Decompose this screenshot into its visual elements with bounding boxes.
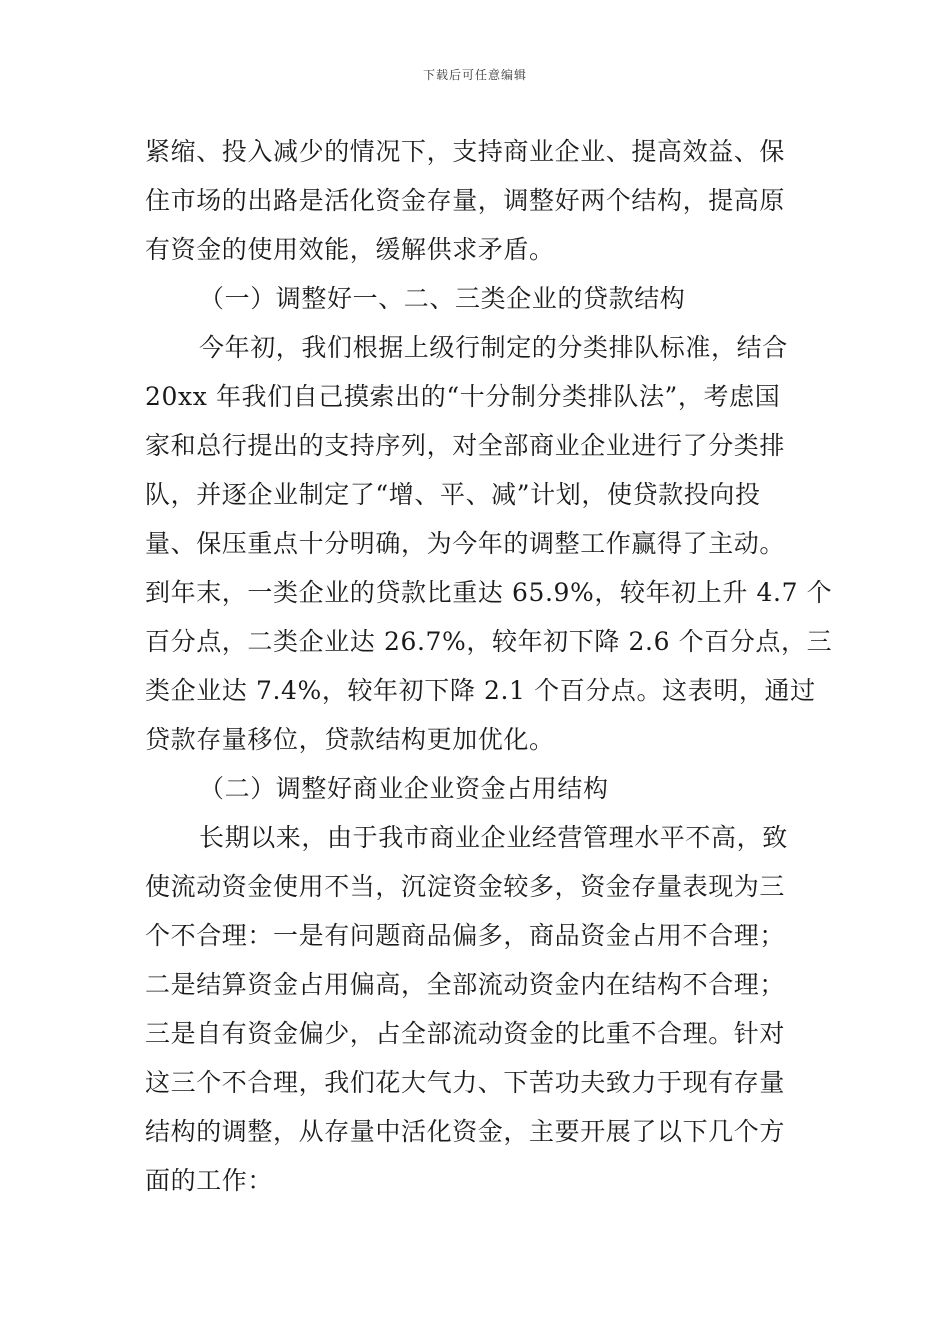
text-line: 使流动资金使用不当，沉淀资金较多，资金存量表现为三: [145, 872, 786, 901]
text-line: 这三个不合理，我们花大气力、下苦功夫致力于现有存量: [145, 1068, 786, 1097]
text-line: 住市场的出路是活化资金存量，调整好两个结构，提高原: [145, 186, 786, 215]
section-heading: （二）调整好商业企业资金占用结构: [199, 774, 609, 803]
text-line: 紧缩、投入减少的情况下，支持商业企业、提高效益、保: [145, 137, 786, 166]
text-line: 量、保压重点十分明确，为今年的调整工作赢得了主动。: [145, 529, 786, 558]
text-line: 队，并逐企业制定了“增、平、减”计划，使贷款投向投: [145, 480, 761, 509]
text-line: 家和总行提出的支持序列，对全部商业企业进行了分类排: [145, 431, 786, 460]
document-body: [145, 127, 833, 1205]
text-line: 百分点，二类企业达 26.7%，较年初下降 2.6 个百分点，三: [145, 627, 833, 656]
text-line: 三是自有资金偏少，占全部流动资金的比重不合理。针对: [145, 1019, 786, 1048]
page-header: 下载后可任意编辑: [422, 68, 527, 82]
text-line: 长期以来，由于我市商业企业经营管理水平不高，致: [199, 823, 788, 852]
text-line: 20xx 年我们自己摸索出的“十分制分类排队法”，考虑国: [145, 382, 781, 411]
text-line: 面的工作：: [145, 1166, 274, 1195]
text-line: 个不合理：一是有问题商品偏多，商品资金占用不合理；: [145, 921, 786, 950]
section-heading: （一）调整好一、二、三类企业的贷款结构: [199, 284, 686, 313]
text-line: 贷款存量移位，贷款结构更加优化。: [145, 725, 555, 754]
text-line: 今年初，我们根据上级行制定的分类排队标准，结合: [199, 333, 788, 362]
text-line: 类企业达 7.4%，较年初下降 2.1 个百分点。这表明，通过: [145, 676, 816, 705]
text-line: 到年末，一类企业的贷款比重达 65.9%，较年初上升 4.7 个: [145, 578, 833, 607]
text-line: 有资金的使用效能，缓解供求矛盾。: [145, 235, 555, 264]
text-line: 二是结算资金占用偏高，全部流动资金内在结构不合理；: [145, 970, 786, 999]
text-line: 结构的调整，从存量中活化资金，主要开展了以下几个方: [145, 1117, 786, 1146]
